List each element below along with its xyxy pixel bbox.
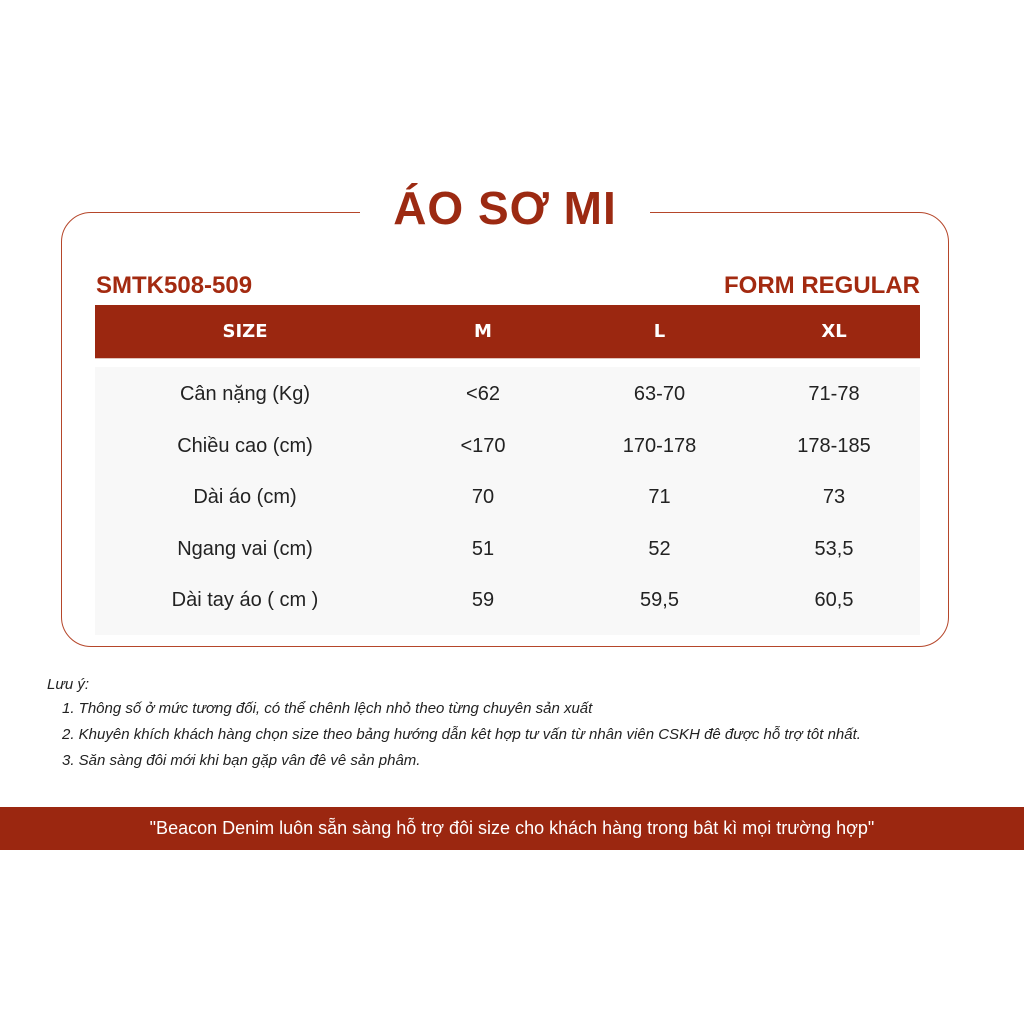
cell-m: 59 [471,589,495,612]
product-code: SMTK508-509 [96,272,253,299]
page-title: ÁO SƠ MI [393,182,617,234]
row-label: Cân nặng (Kg) [179,383,311,406]
notes-section [47,674,861,774]
cell-xl: 53,5 [814,537,854,560]
table-body [95,367,920,635]
note-item: 2. Khuyên khích khách hàng chọn size theo bảng hướng dẫn kêt hợp tư vấn từ nhân viên CSKH đê được hỗ trợ tôt nhất. [62,726,861,743]
row-label: Dài tay áo ( cm ) [171,589,319,612]
cell-l: 63-70 [633,383,686,406]
note-item: 3. Săn sàng đôi mới khi bạn gặp vân đê vê sản phâm. [62,752,421,769]
row-label: Dài áo (cm) [193,486,297,509]
header-size: SIZE [222,321,268,342]
header-xl: XL [821,321,847,342]
header-m: M [474,321,492,342]
cell-m: <170 [460,434,506,457]
cell-l: 170-178 [622,434,697,457]
table-row [95,575,920,627]
cell-xl: 60,5 [814,589,854,612]
table-row [95,472,920,524]
cell-m: 51 [471,537,495,560]
notes-label: Lưu ý: [47,676,90,693]
form-label: FORM REGULAR [724,272,920,299]
table-row [95,369,920,421]
note-item: 1. Thông số ở mức tương đối, có thể chênh lệch nhỏ theo từng chuyên sản xuất [62,700,593,717]
cell-l: 59,5 [640,589,679,612]
row-label: Chiều cao (cm) [177,434,313,457]
cell-xl: 71-78 [808,383,860,406]
cell-xl: 73 [822,486,846,509]
cell-m: 70 [471,486,495,509]
size-table [95,305,920,635]
table-row [95,524,920,576]
table-header [95,305,920,359]
table-row [95,421,920,473]
row-label: Ngang vai (cm) [177,537,313,560]
cell-l: 52 [648,537,671,560]
cell-xl: 178-185 [797,434,871,457]
header-l: L [653,321,666,342]
footer-banner: "Beacon Denim luôn sẵn sàng hỗ trợ đôi size cho khách hàng trong bât kì mọi trường hợp" [0,807,1024,850]
cell-l: 71 [648,486,671,509]
cell-m: <62 [466,383,500,406]
